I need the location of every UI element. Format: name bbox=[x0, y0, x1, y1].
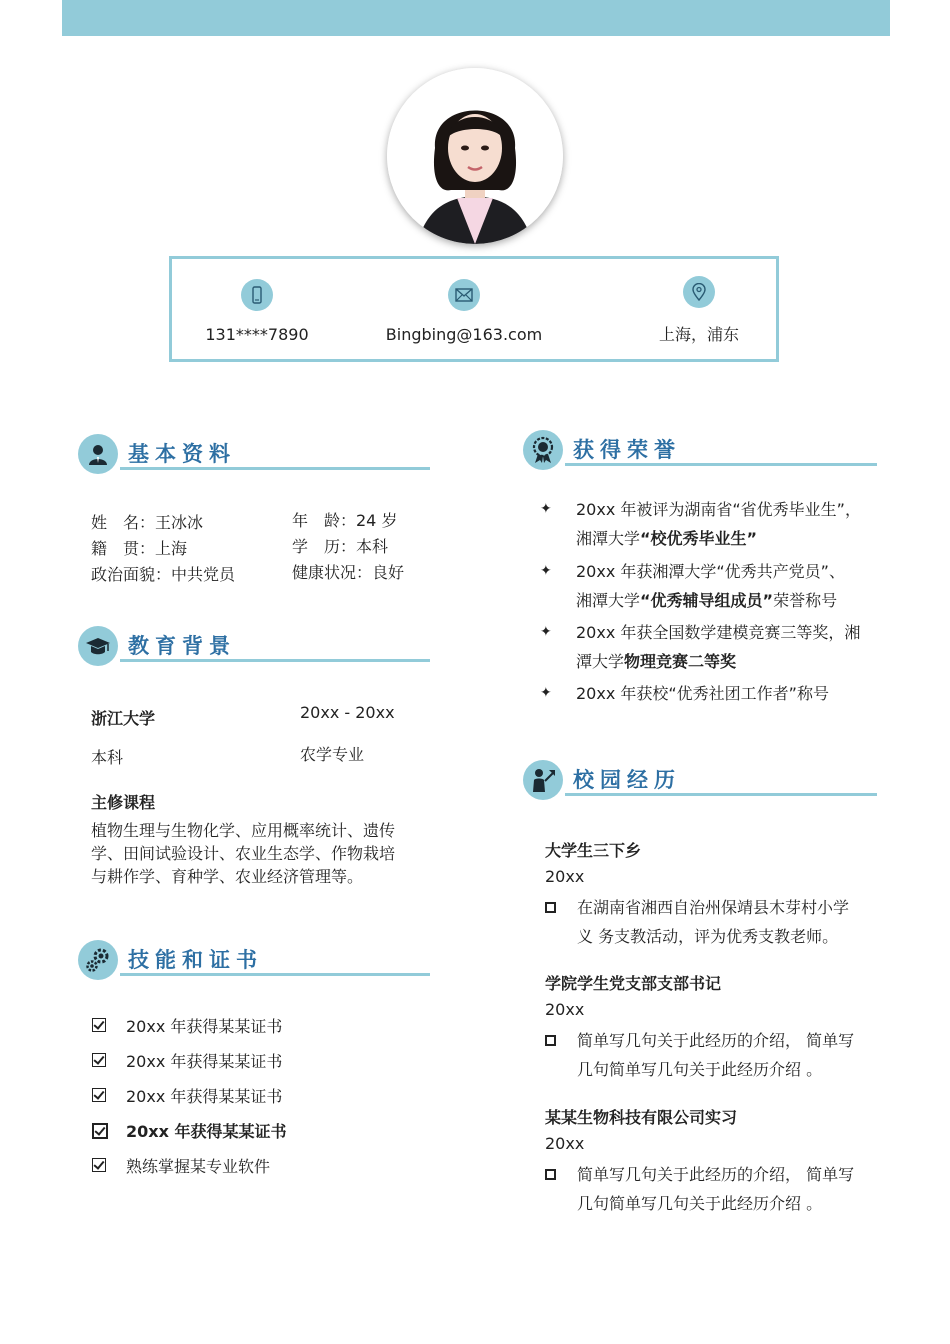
courses-list bbox=[91, 819, 421, 888]
courses-line: 植物生理与生物化学、应用概率统计、遗传 bbox=[91, 821, 396, 840]
section-title: 技能和证书 bbox=[128, 948, 263, 972]
campus-item-title: 大学生三下乡 bbox=[545, 841, 642, 860]
contact-box bbox=[169, 256, 779, 362]
location-pin-icon bbox=[683, 276, 715, 308]
origin-field: 籍 贯：上海 bbox=[91, 539, 188, 558]
contact-location bbox=[599, 276, 799, 345]
medal-icon bbox=[523, 430, 563, 470]
checkbox-icon bbox=[92, 1158, 106, 1172]
contact-phone bbox=[157, 279, 357, 344]
location-text: 上海，浦东 bbox=[658, 325, 739, 344]
portrait-photo bbox=[387, 68, 563, 244]
section-basic bbox=[78, 434, 430, 474]
study-period: 20xx - 20xx bbox=[300, 703, 395, 722]
checkbox-icon bbox=[92, 1053, 106, 1067]
campus-item-desc: 在湖南省湘西自治州保靖县木芽村小学 义 务支教活动，评为优秀支教老师。 bbox=[577, 898, 850, 946]
phone-number: 131****7890 bbox=[205, 325, 309, 344]
speaker-presenting-icon bbox=[523, 760, 563, 800]
square-bullet-icon bbox=[545, 1035, 556, 1046]
degree: 本科 bbox=[91, 748, 124, 767]
star-bullet-icon: ✦ bbox=[540, 501, 552, 517]
honor-item: ✦ 20xx 年获校“优秀社团工作者”称号 bbox=[540, 679, 880, 709]
campus-item-year: 20xx bbox=[545, 1000, 585, 1019]
education-level-field: 学 历：本科 bbox=[292, 537, 389, 556]
star-bullet-icon: ✦ bbox=[540, 685, 552, 701]
name-field: 姓 名：王冰冰 bbox=[91, 513, 204, 532]
age-field: 年 龄：24 岁 bbox=[292, 511, 398, 530]
section-title: 教育背景 bbox=[128, 634, 236, 658]
avatar bbox=[387, 68, 563, 244]
section-campus bbox=[523, 760, 877, 800]
honor-item: ✦ 20xx 年获全国数学建模竞赛三等奖，湘 潭大学物理竞赛二等奖 bbox=[540, 618, 880, 676]
campus-item-desc: 简单写几句关于此经历的介绍， 简单写 几句简单写几句关于此经历介绍 。 bbox=[577, 1165, 855, 1213]
campus-item-desc: 简单写几句关于此经历的介绍， 简单写 几句简单写几句关于此经历介绍 。 bbox=[577, 1031, 855, 1079]
section-underline bbox=[565, 463, 877, 466]
campus-item-title: 学院学生党支部支部书记 bbox=[545, 974, 722, 993]
square-bullet-icon bbox=[545, 1169, 556, 1180]
politics-field: 政治面貌：中共党员 bbox=[91, 565, 236, 584]
checkbox-icon bbox=[92, 1018, 106, 1032]
mail-icon bbox=[448, 279, 480, 311]
school-name: 浙江大学 bbox=[91, 709, 156, 728]
campus-item-year: 20xx bbox=[545, 867, 585, 886]
graduation-cap-icon bbox=[78, 626, 118, 666]
honor-item: ✦ 20xx 年被评为湖南省“省优秀毕业生”， 湘潭大学“校优秀毕业生” bbox=[540, 495, 880, 553]
top-banner bbox=[62, 0, 890, 36]
section-title: 基本资料 bbox=[128, 442, 236, 466]
courses-title: 主修课程 bbox=[91, 793, 156, 812]
courses-line: 与耕作学、育种学、农业经济管理等。 bbox=[91, 867, 364, 886]
gears-icon bbox=[78, 940, 118, 980]
major: 农学专业 bbox=[300, 745, 365, 764]
section-title: 获得荣誉 bbox=[573, 438, 681, 462]
user-icon bbox=[78, 434, 118, 474]
contact-email bbox=[364, 279, 564, 344]
campus-item-year: 20xx bbox=[545, 1134, 585, 1153]
campus-item-title: 某某生物科技有限公司实习 bbox=[545, 1108, 738, 1127]
section-underline bbox=[120, 467, 430, 470]
phone-icon bbox=[241, 279, 273, 311]
section-underline bbox=[565, 793, 877, 796]
courses-line: 学、田间试验设计、农业生态学、作物栽培 bbox=[91, 844, 396, 863]
square-bullet-icon bbox=[545, 902, 556, 913]
honor-item: ✦ 20xx 年获湘潭大学“优秀共产党员”、 湘潭大学“优秀辅导组成员”荣誉称号 bbox=[540, 557, 880, 615]
section-honors bbox=[523, 430, 877, 470]
checkbox-icon bbox=[92, 1123, 108, 1139]
star-bullet-icon: ✦ bbox=[540, 563, 552, 579]
section-underline bbox=[120, 659, 430, 662]
health-field: 健康状况：良好 bbox=[292, 563, 405, 582]
email-address: Bingbing@163.com bbox=[385, 325, 543, 344]
star-bullet-icon: ✦ bbox=[540, 624, 552, 640]
section-underline bbox=[120, 973, 430, 976]
section-skills bbox=[78, 940, 430, 980]
section-title: 校园经历 bbox=[573, 768, 681, 792]
checkbox-icon bbox=[92, 1088, 106, 1102]
section-education bbox=[78, 626, 430, 666]
